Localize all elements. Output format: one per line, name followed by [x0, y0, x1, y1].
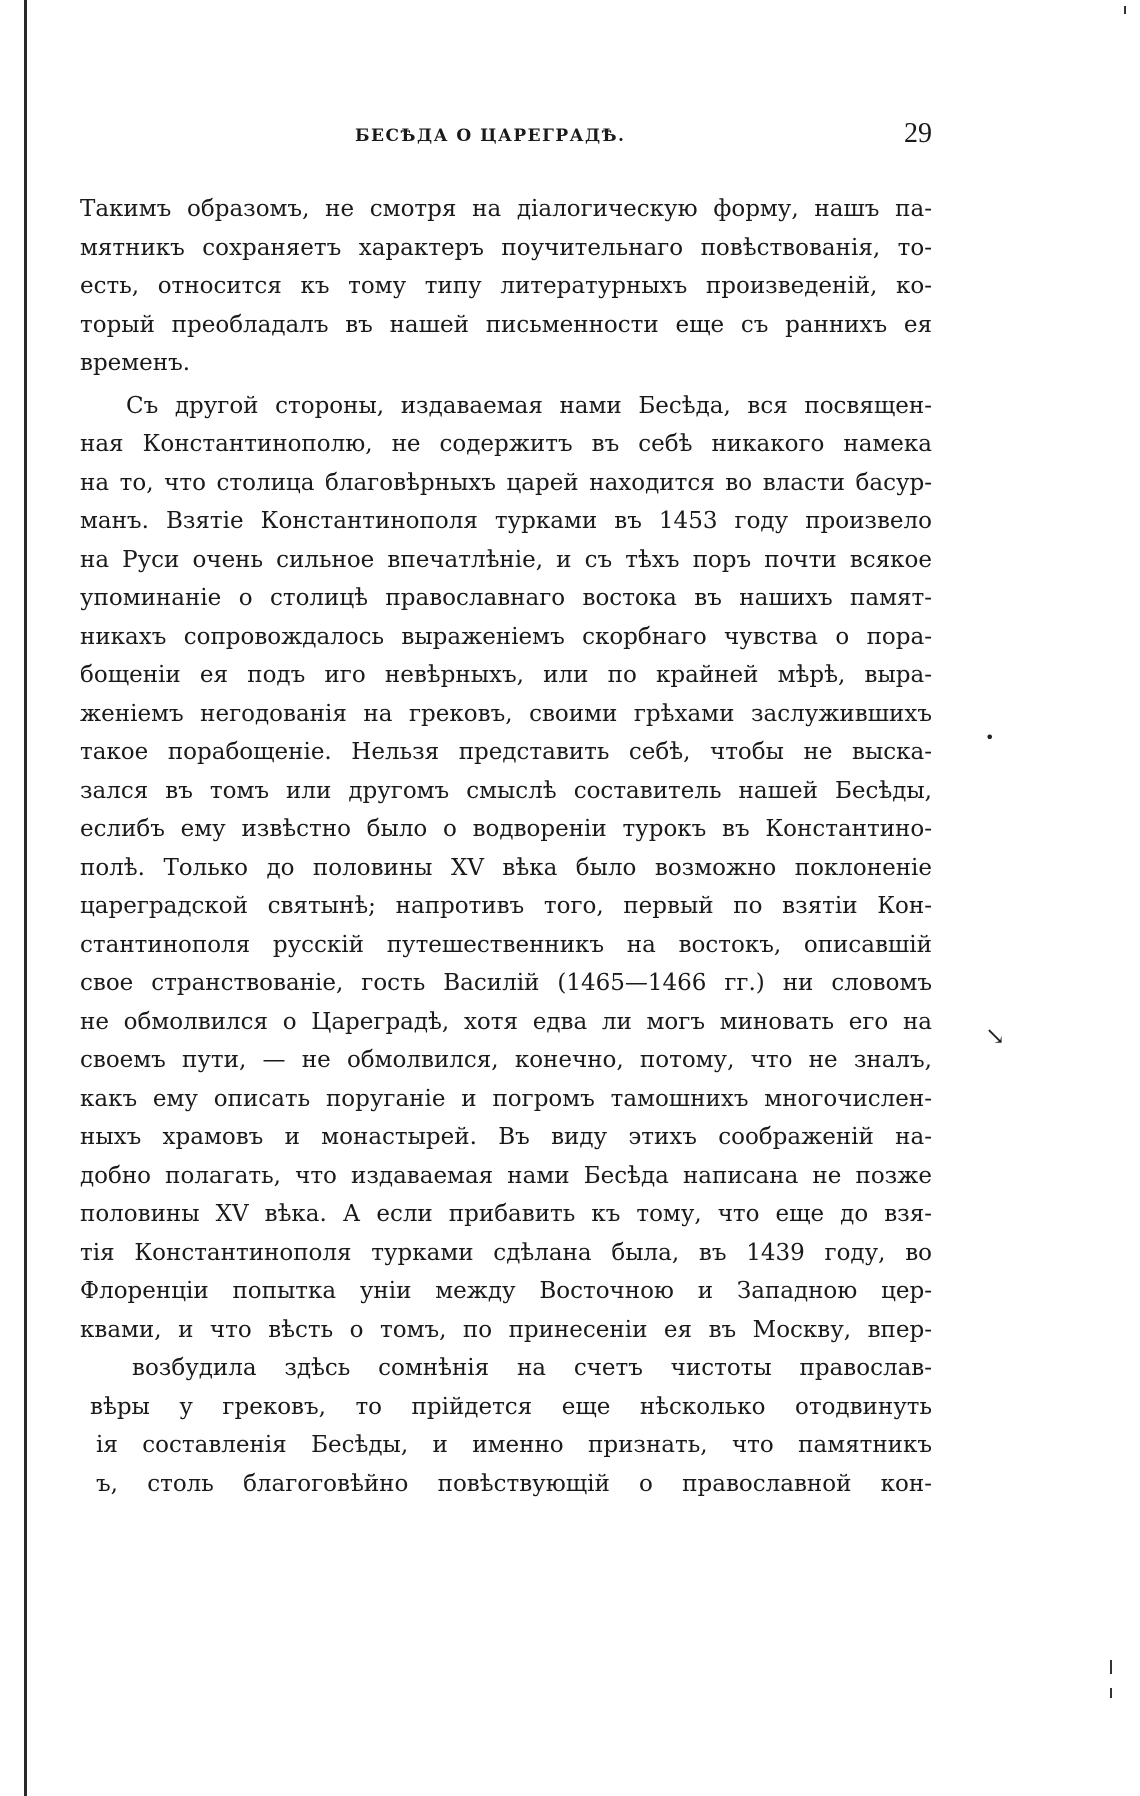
paragraph-2 — [80, 387, 932, 1504]
text-line: ныхъ храмовъ и монастырей. Въ виду этихъ соображеній на- — [80, 1124, 932, 1150]
text-line: возбудила здѣсь сомнѣнія на счетъ чистоты православ- — [132, 1355, 932, 1381]
text-line: полѣ. Только до половины XV вѣка было возможно поклоненіе — [80, 854, 932, 881]
running-head — [80, 118, 932, 158]
text-line: тія Константинополя турками сдѣлана была, въ 1439 году, во — [80, 1239, 932, 1266]
text-line: половины XV вѣка. А если прибавить къ тому, что еще до взя- — [80, 1201, 932, 1227]
text-line: квами, и что вѣсть о томъ, по принесеніи ея въ Москву, впер- — [80, 1316, 932, 1343]
text-line: манъ. Взятіе Константинополя турками въ 1453 году произвело — [80, 508, 932, 534]
text-line: такое порабощеніе. Нельзя представить себѣ, чтобы не выска- — [80, 739, 932, 765]
page-edge — [24, 0, 27, 1796]
text-line: торый преобладалъ въ нашей письменности еще съ раннихъ ея — [80, 311, 932, 338]
running-head-title: БЕСѢДА О ЦАРЕГРАДѢ. — [355, 126, 626, 146]
text-line: еслибъ ему извѣстно было о водвореніи турокъ въ Константино- — [80, 816, 932, 842]
text-line: своемъ пути, — не обмолвился, конечно, потому, что не зналъ, — [80, 1047, 932, 1073]
paragraph-1 — [80, 190, 932, 383]
text-line: на Руси очень сильное впечатлѣніе, и съ тѣхъ поръ почти всякое — [80, 546, 932, 573]
text-line: ъ, столь благоговѣйно повѣствующій о православной кон- — [96, 1470, 932, 1497]
text-line: вѣры у грековъ, то прійдется еще нѣсколько отодвинуть — [90, 1393, 932, 1420]
text-line: упоминаніе о столицѣ православнаго востока въ нашихъ памят- — [80, 585, 932, 611]
margin-dot-mark: • — [985, 728, 995, 747]
text-line: зался въ томъ или другомъ смыслѣ составитель нашей Бесѣды, — [80, 777, 932, 804]
text-line: никахъ сопровождалось выраженіемъ скорбнаго чувства о пора- — [80, 623, 932, 650]
text-line: свое странствованіе, гость Василій (1465—1466 гг.) ни словомъ — [80, 970, 932, 996]
text-line: ная Константинополю, не содержитъ въ себѣ никакого намека — [80, 431, 932, 457]
text-line: есть, относится къ тому типу литературныхъ произведеній, ко- — [80, 273, 932, 299]
stray-tick-mark — [1124, 6, 1126, 14]
stray-tick-mark — [1110, 1660, 1112, 1674]
text-line: Флоренціи попытка уніи между Восточною и Западною цер- — [80, 1278, 932, 1304]
text-line: стантинополя русскій путешественникъ на востокъ, описавшій — [80, 931, 932, 958]
text-line: цареградской святынѣ; напротивъ того, первый по взятіи Кон- — [80, 893, 932, 919]
text-line: женіемъ негодованія на грековъ, своими грѣхами заслужившихъ — [80, 700, 932, 727]
stray-tick-mark — [1110, 1688, 1112, 1698]
text-line: на то, что столица благовѣрныхъ царей находится во власти басур- — [80, 469, 932, 496]
margin-check-mark: ↘ — [985, 1022, 1006, 1050]
text-line: мятникъ сохраняетъ характеръ поучительнаго повѣствованія, то- — [80, 234, 932, 261]
text-line: бощеніи ея подъ иго невѣрныхъ, или по крайней мѣрѣ, выра- — [80, 662, 932, 688]
text-line: какъ ему описать поруганіе и погромъ тамошнихъ многочислен- — [80, 1085, 932, 1112]
text-line: временъ. — [80, 350, 191, 376]
text-line: ія составленія Бесѣды, и именно признать, что памятникъ — [96, 1432, 932, 1458]
text-line: не обмолвился о Цареградѣ, хотя едва ли могъ миновать его на — [80, 1008, 932, 1035]
text-line: Такимъ образомъ, не смотря на діалогическую форму, нашъ па- — [80, 196, 932, 222]
text-line: добно полагать, что издаваемая нами Бесѣда написана не позже — [80, 1162, 932, 1189]
page-number: 29 — [904, 118, 932, 149]
body-text — [80, 190, 932, 1503]
text-line: Съ другой стороны, издаваемая нами Бесѣда, вся посвящен- — [126, 392, 932, 419]
